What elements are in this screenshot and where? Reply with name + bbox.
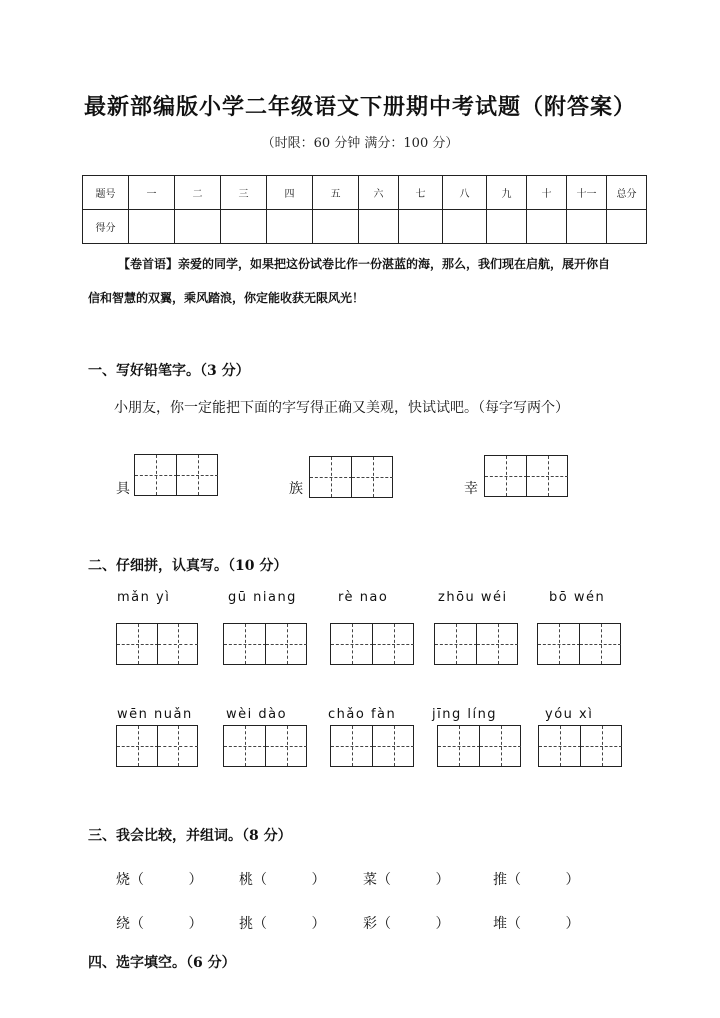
score-cell	[527, 210, 567, 244]
score-cell	[567, 210, 607, 244]
pinyin-prompt: gū niang	[228, 590, 297, 605]
question-number: 四	[267, 176, 313, 210]
score-cell	[607, 210, 647, 244]
question-number: 二	[175, 176, 221, 210]
pinyin-prompt: bō wén	[549, 590, 606, 605]
writing-grid[interactable]	[223, 623, 307, 665]
pinyin-prompt: zhōu wéi	[438, 590, 508, 605]
section-4-heading: 四、选字填空。（6 分）	[88, 955, 236, 971]
score-cell	[175, 210, 221, 244]
compare-word-blank[interactable]: 绕（ ）	[116, 916, 203, 932]
pinyin-prompt: yóu xì	[545, 707, 594, 722]
score-cell	[487, 210, 527, 244]
writing-grid[interactable]	[434, 623, 518, 665]
writing-grid[interactable]	[309, 456, 393, 498]
question-number: 八	[443, 176, 487, 210]
writing-grid[interactable]	[538, 725, 622, 767]
question-number: 十	[527, 176, 567, 210]
pinyin-prompt: wèi dào	[226, 707, 288, 722]
writing-grid[interactable]	[116, 725, 198, 767]
intro-line-1: 【卷首语】亲爱的同学，如果把这份试卷比作一份湛蓝的海，那么，我们现在启航，展开你自	[118, 257, 611, 271]
score-table-score-row	[83, 210, 647, 244]
writing-grid[interactable]	[134, 454, 218, 496]
practice-char: 族	[289, 481, 303, 497]
section-1-instruction: 小朋友，你一定能把下面的字写得正确又美观，快试试吧。（每字写两个）	[114, 400, 569, 416]
pinyin-prompt: wēn nuǎn	[117, 707, 193, 722]
intro-line-2: 信和智慧的双翼，乘风踏浪，你定能收获无限风光！	[88, 291, 365, 305]
pinyin-prompt: jīng líng	[432, 707, 498, 722]
compare-word-blank[interactable]: 桃（ ）	[239, 872, 326, 888]
section-2-heading: 二、仔细拼，认真写。（10 分）	[88, 558, 288, 574]
practice-char: 幸	[464, 481, 478, 497]
exam-subtitle: （时限：60 分钟 满分：100 分）	[261, 136, 459, 151]
pinyin-prompt: chǎo fàn	[328, 707, 397, 722]
compare-word-blank[interactable]: 烧（ ）	[116, 872, 203, 888]
question-number: 七	[399, 176, 443, 210]
score-cell	[129, 210, 175, 244]
compare-word-blank[interactable]: 挑（ ）	[239, 916, 326, 932]
compare-word-blank[interactable]: 菜（ ）	[363, 872, 450, 888]
compare-word-blank[interactable]: 推（ ）	[493, 872, 580, 888]
table-row-label: 题号	[83, 176, 129, 210]
question-number: 十一	[567, 176, 607, 210]
writing-grid[interactable]	[223, 725, 307, 767]
score-table	[82, 175, 647, 244]
pinyin-prompt: mǎn yì	[117, 590, 171, 605]
question-number: 三	[221, 176, 267, 210]
section-1-heading: 一、写好铅笔字。（3 分）	[88, 363, 250, 379]
question-number: 九	[487, 176, 527, 210]
writing-grid[interactable]	[116, 623, 198, 665]
score-cell	[443, 210, 487, 244]
total-label: 总分	[607, 176, 647, 210]
writing-grid[interactable]	[330, 725, 414, 767]
score-cell	[221, 210, 267, 244]
page-title: 最新部编版小学二年级语文下册期中考试题（附答案）	[83, 94, 636, 120]
section-3-heading: 三、我会比较，并组词。（8 分）	[88, 828, 292, 844]
compare-word-blank[interactable]: 彩（ ）	[363, 916, 450, 932]
question-number: 一	[129, 176, 175, 210]
writing-grid[interactable]	[484, 455, 568, 497]
table-row-label: 得分	[83, 210, 129, 244]
score-cell	[267, 210, 313, 244]
score-cell	[399, 210, 443, 244]
score-cell	[359, 210, 399, 244]
score-table-header-row	[83, 176, 647, 210]
question-number: 六	[359, 176, 399, 210]
writing-grid[interactable]	[537, 623, 621, 665]
writing-grid[interactable]	[330, 623, 414, 665]
practice-char: 具	[116, 481, 130, 497]
score-cell	[313, 210, 359, 244]
compare-word-blank[interactable]: 堆（ ）	[493, 916, 580, 932]
question-number: 五	[313, 176, 359, 210]
writing-grid[interactable]	[437, 725, 521, 767]
pinyin-prompt: rè nao	[338, 590, 389, 605]
